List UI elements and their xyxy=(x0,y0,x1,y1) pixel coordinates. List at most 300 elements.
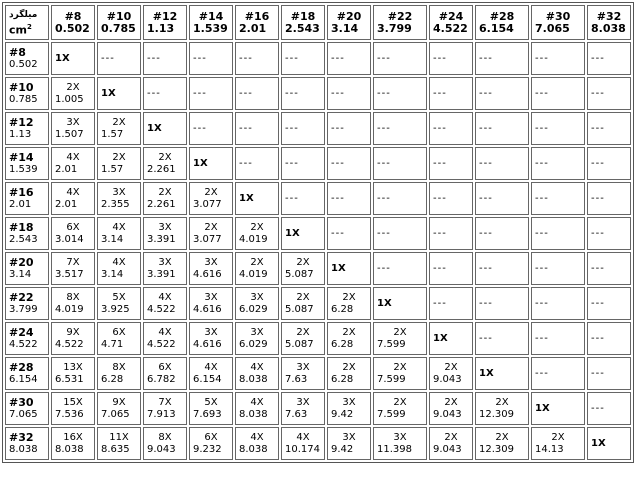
total-area: 7.63 xyxy=(285,408,308,420)
column-header-bar-32 xyxy=(587,5,631,40)
row-header-bar-28 xyxy=(5,357,49,390)
equivalence-cell xyxy=(143,287,187,320)
column-bar-label: #22 xyxy=(387,9,413,23)
diagonal-cell: 1X xyxy=(235,182,279,215)
empty-cell: --- xyxy=(143,77,187,110)
diagonal-cell: 1X xyxy=(429,322,473,355)
bar-count: 3X xyxy=(204,326,218,338)
total-area: 8.038 xyxy=(239,373,268,385)
column-header-bar-20 xyxy=(327,5,371,40)
diagonal-cell: 1X xyxy=(143,112,187,145)
equivalence-cell xyxy=(143,427,187,460)
total-area: 4.71 xyxy=(101,338,124,350)
total-area: 9.42 xyxy=(331,408,354,420)
total-area: 7.065 xyxy=(101,408,130,420)
row-header-bar-10 xyxy=(5,77,49,110)
row-bar-area: 2.01 xyxy=(9,198,32,210)
equivalence-cell xyxy=(235,217,279,250)
bar-count: 16X xyxy=(63,431,83,443)
equivalence-cell xyxy=(51,77,95,110)
total-area: 1.507 xyxy=(55,128,84,140)
empty-cell: --- xyxy=(373,112,427,145)
column-bar-area: 1.539 xyxy=(193,21,228,35)
total-area: 10.174 xyxy=(285,443,320,455)
bar-count: 8X xyxy=(158,431,172,443)
empty-cell: --- xyxy=(235,112,279,145)
empty-cell: --- xyxy=(587,147,631,180)
total-area: 9.42 xyxy=(331,443,354,455)
bar-count: 2X xyxy=(495,431,509,443)
empty-cell: --- xyxy=(587,77,631,110)
empty-cell: --- xyxy=(327,217,371,250)
total-area: 9.043 xyxy=(147,443,176,455)
bar-count: 6X xyxy=(112,326,126,338)
table-row xyxy=(5,287,631,320)
empty-cell: --- xyxy=(475,77,529,110)
total-area: 6.782 xyxy=(147,373,176,385)
table-row xyxy=(5,357,631,390)
total-area: 9.043 xyxy=(433,408,462,420)
bar-count: 2X xyxy=(158,151,172,163)
total-area: 2.261 xyxy=(147,163,176,175)
equivalence-cell xyxy=(235,322,279,355)
bar-count: 2X xyxy=(112,116,126,128)
column-bar-label: #30 xyxy=(545,9,571,23)
empty-cell: --- xyxy=(475,322,529,355)
equivalence-cell xyxy=(235,427,279,460)
row-bar-area: 8.038 xyxy=(9,443,38,455)
empty-cell: --- xyxy=(281,42,325,75)
bar-count: 4X xyxy=(158,291,172,303)
empty-cell: --- xyxy=(531,182,585,215)
equivalence-cell xyxy=(97,392,141,425)
total-area: 1.57 xyxy=(101,163,124,175)
bar-count: 7X xyxy=(66,256,80,268)
empty-cell: --- xyxy=(373,252,427,285)
bar-count: 3X xyxy=(250,291,264,303)
column-header-bar-14 xyxy=(189,5,233,40)
column-header-bar-16 xyxy=(235,5,279,40)
equivalence-cell xyxy=(373,322,427,355)
bar-count: 4X xyxy=(250,431,264,443)
diagonal-cell: 1X xyxy=(587,427,631,460)
row-bar-label: #20 xyxy=(9,255,34,269)
empty-cell: --- xyxy=(429,287,473,320)
total-area: 9.043 xyxy=(433,373,462,385)
table-row xyxy=(5,112,631,145)
equivalence-cell xyxy=(189,287,233,320)
empty-cell: --- xyxy=(373,182,427,215)
total-area: 2.01 xyxy=(55,163,78,175)
bar-count: 2X xyxy=(250,221,264,233)
equivalence-cell xyxy=(51,182,95,215)
bar-count: 2X xyxy=(444,431,458,443)
total-area: 1.005 xyxy=(55,93,84,105)
row-bar-area: 3.14 xyxy=(9,268,32,280)
row-bar-label: #16 xyxy=(9,185,34,199)
equivalence-cell xyxy=(97,357,141,390)
bar-count: 3X xyxy=(393,431,407,443)
bar-count: 5X xyxy=(204,396,218,408)
total-area: 7.536 xyxy=(55,408,84,420)
total-area: 6.531 xyxy=(55,373,84,385)
empty-cell: --- xyxy=(587,42,631,75)
column-header-bar-8 xyxy=(51,5,95,40)
row-bar-label: #32 xyxy=(9,430,34,444)
equivalence-cell xyxy=(51,357,95,390)
empty-cell: --- xyxy=(531,147,585,180)
total-area: 3.077 xyxy=(193,233,222,245)
bar-count: 3X xyxy=(296,361,310,373)
row-bar-label: #14 xyxy=(9,150,34,164)
row-bar-area: 0.502 xyxy=(9,58,38,70)
total-area: 2.01 xyxy=(55,198,78,210)
bar-count: 13X xyxy=(63,361,83,373)
total-area: 9.043 xyxy=(433,443,462,455)
total-area: 5.087 xyxy=(285,268,314,280)
bar-count: 3X xyxy=(66,116,80,128)
empty-cell: --- xyxy=(281,182,325,215)
column-bar-label: #16 xyxy=(244,9,270,23)
total-area: 4.616 xyxy=(193,268,222,280)
bar-count: 4X xyxy=(296,431,310,443)
corner-unit xyxy=(9,21,45,37)
column-bar-label: #20 xyxy=(336,9,362,23)
bar-count: 3X xyxy=(204,291,218,303)
bar-count: 3X xyxy=(204,256,218,268)
equivalence-cell xyxy=(97,322,141,355)
equivalence-cell xyxy=(531,427,585,460)
equivalence-cell xyxy=(235,392,279,425)
empty-cell: --- xyxy=(531,42,585,75)
bar-count: 2X xyxy=(250,256,264,268)
bar-count: 9X xyxy=(112,396,126,408)
diagonal-cell: 1X xyxy=(327,252,371,285)
empty-cell: --- xyxy=(475,252,529,285)
empty-cell: --- xyxy=(475,147,529,180)
row-header-bar-14 xyxy=(5,147,49,180)
equivalence-cell xyxy=(143,147,187,180)
column-bar-label: #28 xyxy=(489,9,515,23)
empty-cell: --- xyxy=(327,42,371,75)
bar-count: 3X xyxy=(112,186,126,198)
empty-cell: --- xyxy=(475,182,529,215)
total-area: 8.635 xyxy=(101,443,130,455)
total-area: 4.019 xyxy=(239,268,268,280)
row-bar-area: 3.799 xyxy=(9,303,38,315)
total-area: 7.599 xyxy=(377,408,406,420)
bar-count: 4X xyxy=(66,151,80,163)
total-area: 7.599 xyxy=(377,338,406,350)
total-area: 4.616 xyxy=(193,303,222,315)
bar-count: 4X xyxy=(204,361,218,373)
total-area: 3.14 xyxy=(101,233,124,245)
row-header-bar-22 xyxy=(5,287,49,320)
empty-cell: --- xyxy=(327,77,371,110)
equivalence-cell xyxy=(475,427,529,460)
row-header-bar-20 xyxy=(5,252,49,285)
row-bar-area: 1.13 xyxy=(9,128,32,140)
row-bar-label: #10 xyxy=(9,80,34,94)
empty-cell: --- xyxy=(475,42,529,75)
total-area: 4.616 xyxy=(193,338,222,350)
total-area: 12.309 xyxy=(479,443,514,455)
equivalence-cell xyxy=(373,357,427,390)
empty-cell: --- xyxy=(327,112,371,145)
column-header-bar-18 xyxy=(281,5,325,40)
table-row xyxy=(5,252,631,285)
bar-count: 3X xyxy=(250,326,264,338)
bar-count: 2X xyxy=(393,396,407,408)
equivalence-cell xyxy=(429,427,473,460)
row-bar-label: #8 xyxy=(9,45,26,59)
total-area: 7.913 xyxy=(147,408,176,420)
equivalence-cell xyxy=(327,392,371,425)
column-bar-area: 0.502 xyxy=(55,21,90,35)
row-header-bar-12 xyxy=(5,112,49,145)
corner-label: میلگرد xyxy=(9,9,38,20)
bar-count: 4X xyxy=(112,221,126,233)
equivalence-cell xyxy=(189,357,233,390)
row-bar-area: 7.065 xyxy=(9,408,38,420)
equivalence-cell xyxy=(97,217,141,250)
table-row xyxy=(5,322,631,355)
total-area: 4.522 xyxy=(147,303,176,315)
bar-count: 3X xyxy=(158,256,172,268)
total-area: 6.029 xyxy=(239,338,268,350)
rebar-equivalence-table-wrapper xyxy=(2,2,634,463)
empty-cell: --- xyxy=(429,147,473,180)
bar-count: 2X xyxy=(204,221,218,233)
unit-text: cm xyxy=(9,23,27,37)
bar-count: 15X xyxy=(63,396,83,408)
total-area: 6.029 xyxy=(239,303,268,315)
empty-cell: --- xyxy=(429,42,473,75)
header-row xyxy=(5,5,631,40)
empty-cell: --- xyxy=(531,217,585,250)
empty-cell: --- xyxy=(143,42,187,75)
total-area: 12.309 xyxy=(479,408,514,420)
equivalence-cell xyxy=(327,287,371,320)
equivalence-cell xyxy=(143,217,187,250)
equivalence-cell xyxy=(51,147,95,180)
column-bar-area: 3.799 xyxy=(377,21,412,35)
total-area: 5.087 xyxy=(285,338,314,350)
total-area: 7.693 xyxy=(193,408,222,420)
empty-cell: --- xyxy=(429,77,473,110)
diagonal-cell: 1X xyxy=(51,42,95,75)
bar-count: 9X xyxy=(66,326,80,338)
equivalence-cell xyxy=(189,427,233,460)
column-bar-label: #8 xyxy=(64,9,82,23)
equivalence-cell xyxy=(143,392,187,425)
equivalence-cell xyxy=(327,322,371,355)
diagonal-cell: 1X xyxy=(373,287,427,320)
empty-cell: --- xyxy=(587,357,631,390)
empty-cell: --- xyxy=(587,322,631,355)
column-header-bar-24 xyxy=(429,5,473,40)
table-row xyxy=(5,392,631,425)
bar-count: 2X xyxy=(393,326,407,338)
row-bar-label: #22 xyxy=(9,290,34,304)
row-bar-area: 4.522 xyxy=(9,338,38,350)
equivalence-cell xyxy=(143,357,187,390)
table-row xyxy=(5,182,631,215)
column-bar-area: 2.543 xyxy=(285,21,320,35)
total-area: 8.038 xyxy=(239,443,268,455)
equivalence-cell xyxy=(51,427,95,460)
row-header-bar-16 xyxy=(5,182,49,215)
bar-count: 2X xyxy=(158,186,172,198)
equivalence-cell xyxy=(97,147,141,180)
total-area: 4.522 xyxy=(147,338,176,350)
bar-count: 2X xyxy=(296,256,310,268)
row-bar-label: #30 xyxy=(9,395,34,409)
row-bar-area: 6.154 xyxy=(9,373,38,385)
equivalence-cell xyxy=(475,392,529,425)
equivalence-cell xyxy=(51,252,95,285)
equivalence-cell xyxy=(51,287,95,320)
empty-cell: --- xyxy=(235,42,279,75)
column-bar-label: #10 xyxy=(106,9,132,23)
empty-cell: --- xyxy=(235,147,279,180)
equivalence-cell xyxy=(281,392,325,425)
equivalence-cell xyxy=(429,392,473,425)
table-row xyxy=(5,77,631,110)
bar-count: 2X xyxy=(444,361,458,373)
empty-cell: --- xyxy=(475,112,529,145)
bar-count: 2X xyxy=(393,361,407,373)
equivalence-cell xyxy=(143,252,187,285)
column-bar-label: #18 xyxy=(290,9,316,23)
column-bar-label: #14 xyxy=(198,9,224,23)
equivalence-cell xyxy=(327,427,371,460)
total-area: 7.599 xyxy=(377,373,406,385)
total-area: 5.087 xyxy=(285,303,314,315)
empty-cell: --- xyxy=(531,287,585,320)
diagonal-cell: 1X xyxy=(531,392,585,425)
empty-cell: --- xyxy=(281,147,325,180)
empty-cell: --- xyxy=(235,77,279,110)
bar-count: 4X xyxy=(250,396,264,408)
bar-count: 2X xyxy=(495,396,509,408)
empty-cell: --- xyxy=(587,112,631,145)
row-bar-area: 0.785 xyxy=(9,93,38,105)
empty-cell: --- xyxy=(531,252,585,285)
total-area: 14.13 xyxy=(535,443,564,455)
rebar-equivalence-table xyxy=(2,2,634,463)
bar-count: 2X xyxy=(296,291,310,303)
empty-cell: --- xyxy=(531,77,585,110)
column-header-bar-22 xyxy=(373,5,427,40)
equivalence-cell xyxy=(97,112,141,145)
row-header-bar-18 xyxy=(5,217,49,250)
total-area: 4.019 xyxy=(239,233,268,245)
equivalence-cell xyxy=(281,252,325,285)
empty-cell: --- xyxy=(373,217,427,250)
equivalence-cell xyxy=(281,427,325,460)
total-area: 3.391 xyxy=(147,233,176,245)
bar-count: 8X xyxy=(66,291,80,303)
column-bar-label: #12 xyxy=(152,9,178,23)
empty-cell: --- xyxy=(429,217,473,250)
total-area: 7.63 xyxy=(285,373,308,385)
bar-count: 11X xyxy=(109,431,129,443)
row-bar-label: #24 xyxy=(9,325,34,339)
empty-cell: --- xyxy=(587,217,631,250)
bar-count: 3X xyxy=(158,221,172,233)
table-row xyxy=(5,427,631,460)
bar-count: 8X xyxy=(112,361,126,373)
total-area: 3.517 xyxy=(55,268,84,280)
row-bar-label: #28 xyxy=(9,360,34,374)
row-bar-area: 2.543 xyxy=(9,233,38,245)
column-bar-area: 0.785 xyxy=(101,21,136,35)
bar-count: 2X xyxy=(66,81,80,93)
bar-count: 2X xyxy=(204,186,218,198)
bar-count: 3X xyxy=(296,396,310,408)
equivalence-cell xyxy=(235,252,279,285)
empty-cell: --- xyxy=(189,42,233,75)
column-bar-area: 3.14 xyxy=(331,21,359,35)
column-bar-area: 6.154 xyxy=(479,21,514,35)
column-bar-area: 1.13 xyxy=(147,21,175,35)
column-bar-area: 7.065 xyxy=(535,21,570,35)
total-area: 6.28 xyxy=(331,303,354,315)
equivalence-cell xyxy=(189,182,233,215)
equivalence-cell xyxy=(97,252,141,285)
total-area: 2.355 xyxy=(101,198,130,210)
bar-count: 2X xyxy=(342,291,356,303)
empty-cell: --- xyxy=(281,112,325,145)
diagonal-cell: 1X xyxy=(97,77,141,110)
table-row xyxy=(5,147,631,180)
total-area: 11.398 xyxy=(377,443,412,455)
empty-cell: --- xyxy=(429,182,473,215)
bar-count: 3X xyxy=(342,431,356,443)
total-area: 3.925 xyxy=(101,303,130,315)
equivalence-cell xyxy=(143,182,187,215)
total-area: 4.522 xyxy=(55,338,84,350)
bar-count: 4X xyxy=(158,326,172,338)
row-bar-area: 1.539 xyxy=(9,163,38,175)
empty-cell: --- xyxy=(281,77,325,110)
row-header-bar-8 xyxy=(5,42,49,75)
bar-count: 2X xyxy=(296,326,310,338)
bar-count: 2X xyxy=(342,361,356,373)
empty-cell: --- xyxy=(587,182,631,215)
total-area: 6.28 xyxy=(331,373,354,385)
equivalence-cell xyxy=(189,217,233,250)
equivalence-cell xyxy=(235,357,279,390)
equivalence-cell xyxy=(189,392,233,425)
equivalence-cell xyxy=(51,217,95,250)
empty-cell: --- xyxy=(429,252,473,285)
row-bar-label: #12 xyxy=(9,115,34,129)
column-bar-area: 2.01 xyxy=(239,21,267,35)
equivalence-cell xyxy=(281,322,325,355)
equivalence-cell xyxy=(429,357,473,390)
empty-cell: --- xyxy=(373,77,427,110)
empty-cell: --- xyxy=(189,77,233,110)
total-area: 2.261 xyxy=(147,198,176,210)
row-header-bar-32 xyxy=(5,427,49,460)
column-header-bar-10 xyxy=(97,5,141,40)
bar-count: 2X xyxy=(444,396,458,408)
table-row xyxy=(5,42,631,75)
bar-count: 6X xyxy=(204,431,218,443)
row-header-bar-30 xyxy=(5,392,49,425)
